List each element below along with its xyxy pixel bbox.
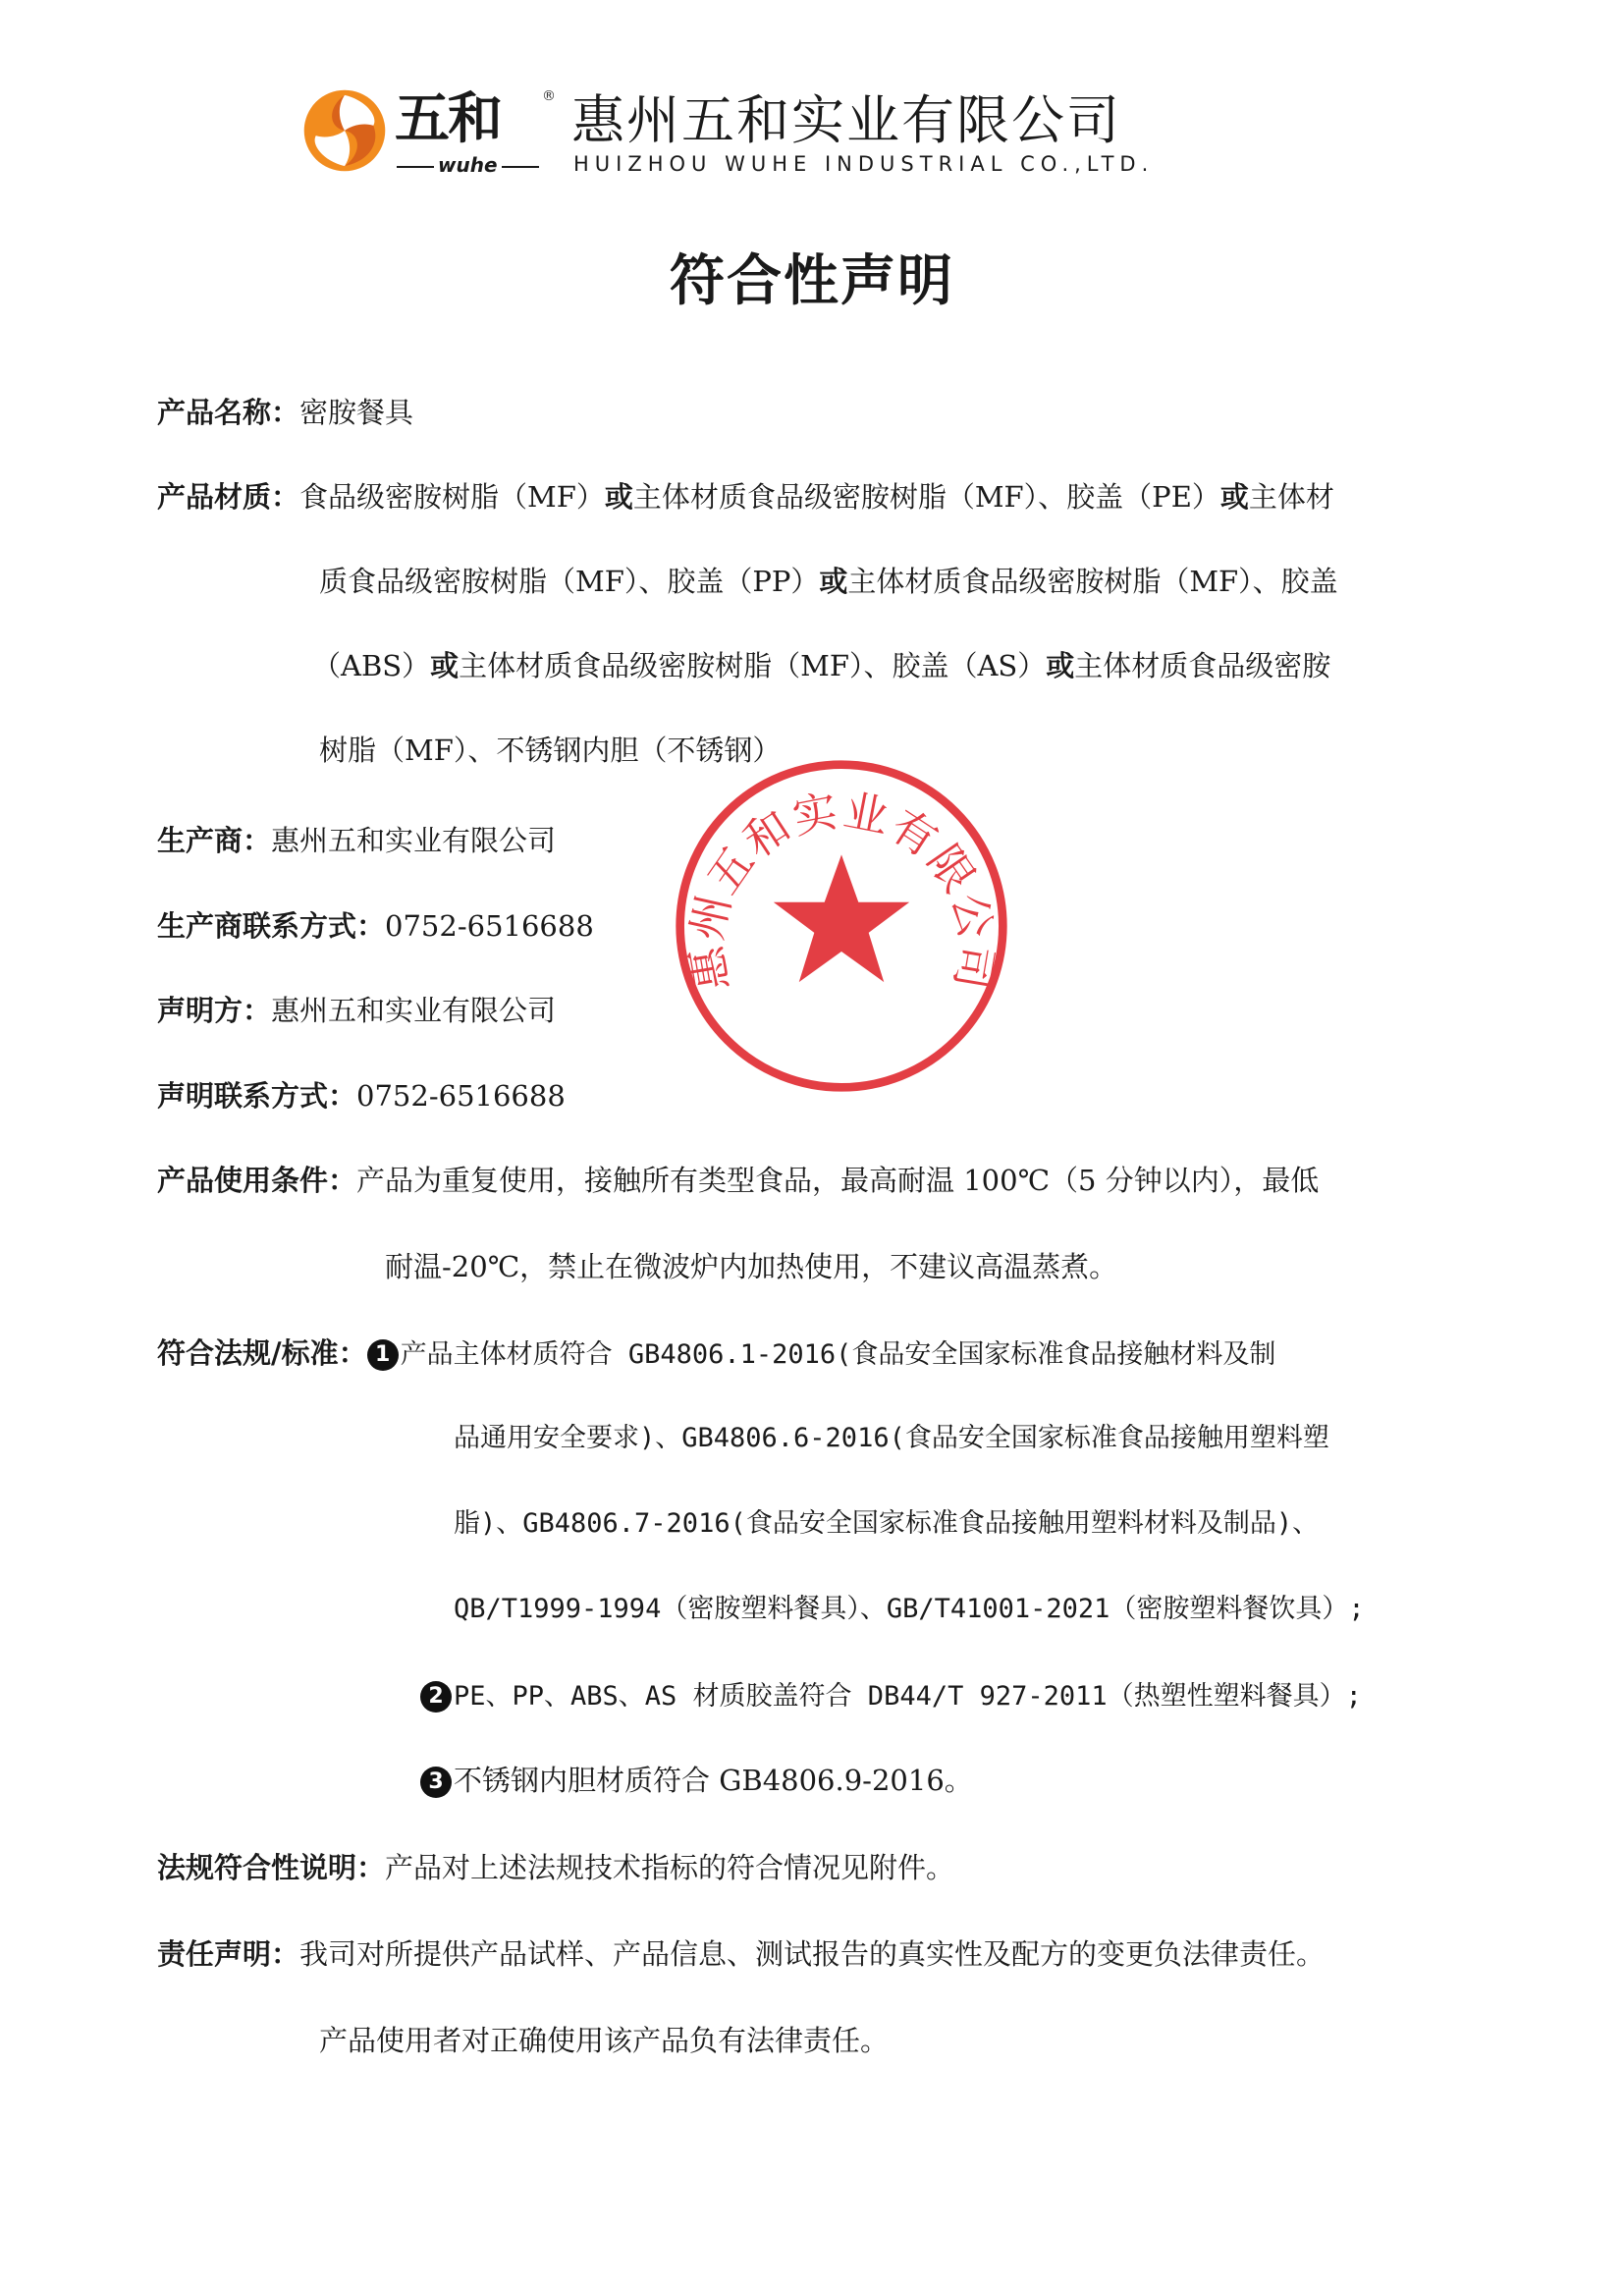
field-manufacturer-contact — [157, 904, 594, 948]
field-usage — [157, 1159, 1319, 1202]
standard-item-1-line-2: 品通用安全要求)、GB4806.6-2016(食品安全国家标准食品接触用塑料塑 — [454, 1423, 1329, 1453]
field-label: 产品材质： — [157, 480, 300, 514]
field-label: 产品名称： — [157, 396, 300, 429]
company-logo-icon — [302, 88, 387, 173]
field-standards — [157, 1332, 1275, 1377]
field-value: 0752-6516688 — [356, 1079, 566, 1113]
material-line-2: 质食品级密胺树脂（MF）、胶盖（PP）或主体材质食品级密胺树脂（MF）、胶盖 — [319, 565, 1338, 598]
company-name-cn: 惠州五和实业有限公司 — [571, 89, 1121, 151]
logo-wordmark-cn: 五和 — [395, 87, 501, 151]
standard-item-1-line-3: 脂)、GB4806.7-2016(食品安全国家标准食品接触用塑料材料及制品)、 — [454, 1508, 1320, 1539]
field-material: 产品材质：食品级密胺树脂（MF）或主体材质食品级密胺树脂（MF）、胶盖（PE）或主体材 — [157, 480, 1334, 514]
field-manufacturer — [157, 819, 556, 862]
material-line-3: （ABS）或主体材质食品级密胺树脂（MF）、胶盖（AS）或主体材质食品级密胺 — [312, 649, 1331, 682]
usage-line-2: 耐温-20℃，禁止在微波炉内加热使用，不建议高温蒸煮。 — [385, 1250, 1118, 1283]
field-label: 声明方： — [157, 994, 272, 1027]
field-label: 生产商： — [157, 824, 272, 857]
field-label: 符合法规/标准： — [157, 1336, 367, 1370]
star-icon — [774, 854, 909, 982]
standard-item-1-line-4: QB/T1999-1994（密胺塑料餐具）、GB/T41001-2021（密胺塑料餐饮具）; — [454, 1594, 1365, 1624]
number-1-icon: 1 — [367, 1339, 399, 1371]
field-value: 0752-6516688 — [385, 909, 594, 943]
field-value: 我司对所提供产品试样、产品信息、测试报告的真实性及配方的变更负法律责任。 — [299, 1937, 1326, 1971]
field-label: 责任声明： — [157, 1937, 300, 1971]
number-3-icon: 3 — [420, 1767, 452, 1798]
field-label: 法规符合性说明： — [157, 1851, 386, 1884]
field-label: 生产商联系方式： — [157, 909, 386, 943]
field-label: 声明联系方式： — [157, 1079, 357, 1113]
field-label: 产品使用条件： — [157, 1164, 357, 1197]
field-value: 惠州五和实业有限公司 — [271, 824, 557, 857]
seal-text: 惠州五和实业有限公司 — [679, 784, 1003, 996]
field-value: 产品为重复使用，接触所有类型食品，最高耐温 100℃（5 分钟以内），最低 — [356, 1164, 1320, 1197]
field-declarant-contact — [157, 1074, 566, 1117]
field-compliance-note — [157, 1846, 954, 1889]
field-product-name — [157, 391, 413, 434]
field-value: 产品对上述法规技术指标的符合情况见附件。 — [385, 1851, 955, 1884]
field-value: 密胺餐具 — [299, 396, 414, 429]
letterhead — [295, 86, 1394, 185]
standard-item-1: 产品主体材质符合 GB4806.1-2016(食品安全国家标准食品接触材料及制 — [400, 1339, 1276, 1370]
company-name-en: HUIZHOU WUHE INDUSTRIAL CO.,LTD. — [573, 152, 1155, 176]
standard-item-2: 2 PE、PP、ABS、AS 材质胶盖符合 DB44/T 927-2011（热塑性塑料餐具）; — [420, 1673, 1362, 1718]
field-responsibility — [157, 1932, 1325, 1976]
logo-wordmark-en: wuhe — [393, 153, 543, 177]
standard-item-3: 3 不锈钢内胆材质符合 GB4806.9-2016。 — [420, 1759, 973, 1802]
number-2-icon: 2 — [420, 1681, 452, 1713]
field-value: 惠州五和实业有限公司 — [271, 994, 557, 1027]
material-line-4: 树脂（MF）、不锈钢内胆（不锈钢） — [319, 734, 782, 767]
document-title: 符合性声明 — [670, 249, 954, 313]
registered-mark: ® — [542, 88, 556, 104]
company-seal-stamp — [672, 756, 1011, 1096]
responsibility-line-2: 产品使用者对正确使用该产品负有法律责任。 — [319, 2024, 890, 2057]
field-declarant — [157, 989, 556, 1032]
